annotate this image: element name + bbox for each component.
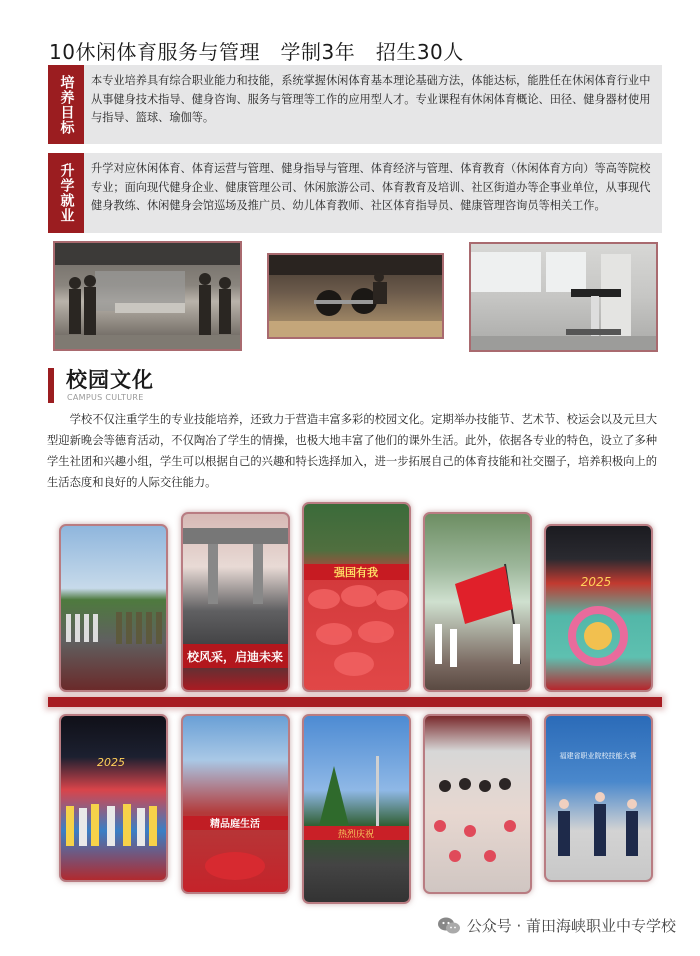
culture-photo-7 [181, 714, 290, 894]
culture-photo-6 [59, 714, 168, 882]
photo-banner-text: 2025 [97, 756, 125, 769]
career-path-block [48, 153, 662, 233]
career-path-text: 升学对应休闲体育、体育运营与管理、健身指导与管理、体育经济与管理、体育教育（休闲体育方向）等高等院校专业；面向现代健身企业、健康管理公司、休闲旅游公司、体育教育及培训、社区街道办等企事业单位，从事现代健身教练、休闲健身会馆巡场及推广员、幼儿体育教师、社区体育指导员、健康管理咨询员等相关工作。 [91, 162, 651, 212]
footer-text: 公众号 · 莆田海峡职业中专学校 [466, 917, 676, 935]
culture-section-subtitle: CAMPUS CULTURE [67, 393, 144, 402]
photo-banner-text: 热烈庆祝 [337, 830, 375, 840]
program-title: 10休闲体育服务与管理 学制3年 招生30人 [49, 40, 464, 64]
photo-banner-text: 强国有我 [334, 566, 378, 579]
culture-photo-3 [302, 502, 411, 692]
culture-photo-9 [423, 714, 532, 894]
divider-band [48, 697, 662, 707]
photo-banner-text: 校风采，启迪未来 [186, 650, 284, 664]
culture-photo-5 [544, 524, 653, 692]
culture-photo-2 [181, 512, 290, 692]
culture-paragraph: 学校不仅注重学生的专业技能培养，还致力于营造丰富多彩的校园文化。定期举办技能节、艺术节、校运会以及元旦大型迎新晚会等德育活动，不仅陶冶了学生的情操，也极大地丰富了他们的课外生活。此外，依据各专业的特色，设立了多种学生社团和兴趣小组，学生可以根据自己的兴趣和特长选择加入，进一步拓展自己的体育技能和社交圈子，培养积极向上的生活态度和良好的人际交往能力。 [47, 413, 658, 489]
section-accent-bar [48, 368, 54, 403]
photo-banner-text: 精品庭生活 [210, 819, 260, 830]
training-goal-tag: 培养目标 [48, 65, 84, 144]
photo-banner-text: 福建省职业院校技能大赛 [559, 752, 637, 760]
culture-photo-8 [302, 714, 411, 904]
training-goal-text: 本专业培养具有综合职业能力和技能，系统掌握休闲体育基本理论基础方法，体能达标，能胜任在休闲体育行业中从事健身技术指导、健身咨询、服务与管理等工作的应用型人才。专业课程有休闲体育概论、田径、健身器材使用与指导、篮球、瑜伽等。 [91, 74, 651, 124]
career-path-tag: 升学就业 [48, 153, 84, 233]
culture-section-title: 校园文化 [66, 368, 154, 392]
gym-photo-2 [267, 253, 444, 339]
training-goal-block [48, 65, 662, 144]
footer-watermark [437, 915, 676, 936]
culture-photo-10 [544, 714, 653, 882]
culture-photo-1 [59, 524, 168, 692]
culture-photo-4 [423, 512, 532, 692]
wechat-icon [437, 917, 461, 935]
gym-photo-3 [469, 242, 658, 352]
gym-photo-1 [53, 241, 242, 351]
photo-banner-text: 2025 [580, 575, 612, 589]
